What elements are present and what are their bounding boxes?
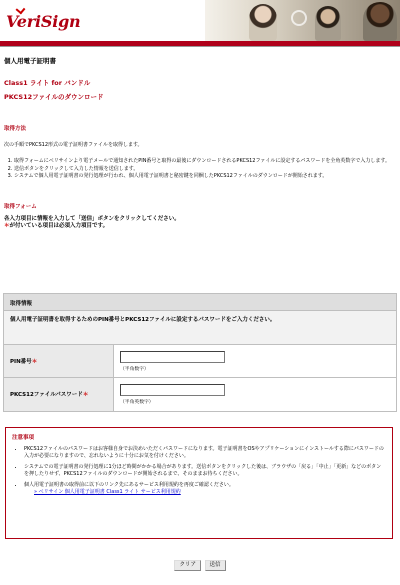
password-input[interactable] bbox=[120, 384, 225, 396]
verisign-logo[interactable] bbox=[6, 12, 81, 31]
header bbox=[0, 0, 400, 52]
list-item: 1. 取得フォームにベリサインより電子メールで通知されたPIN番号と取得の最後にダウンロードされるPKCS12ファイルに設定するパスワードを全角英数字で入力します。 bbox=[14, 158, 398, 165]
method-intro: 次の手順でPKCS12形式の電子証明書ファイルを取得します。 bbox=[4, 142, 143, 148]
password-input-cell bbox=[114, 378, 231, 411]
required-note-text: が付いている項目は必須入力項目です。 bbox=[9, 222, 109, 229]
list-item: • PKCS12ファイルのパスワードはお客様自身でお決めいただくパスワードになります。電子証明書をOSやアプリケーションにインストールする際にパスワードの入力が必要になりますので、忘れないように十分にお気を付けください。 bbox=[24, 446, 386, 459]
pin-input-cell bbox=[114, 345, 231, 377]
pin-label bbox=[4, 345, 114, 377]
main-content bbox=[4, 56, 398, 230]
form-box-description: 個人用電子証明書を取得するためのPIN番号とPKCS12ファイルに設定するパスワードをご入力ください。 bbox=[4, 311, 396, 345]
list-item bbox=[24, 482, 386, 495]
list-item: 2. 送信ボタンをクリックして入力した情報を送信します。 bbox=[14, 166, 398, 173]
form-box-title: 取得情報 bbox=[4, 294, 396, 311]
header-divider bbox=[0, 46, 400, 47]
pin-hint: （半角数字） bbox=[120, 367, 149, 372]
submit-button[interactable]: 送信 bbox=[205, 560, 226, 571]
pin-label-text: PIN番号 bbox=[10, 359, 32, 365]
required-note bbox=[4, 223, 398, 230]
method-heading: 取得方法 bbox=[4, 126, 27, 132]
password-hint: （半角英数字） bbox=[120, 400, 154, 405]
notes-item-text: 個人用電子証明書の取得前に以下のリンク先にあるサービス利用規約を再度ご確認ください。 bbox=[24, 482, 234, 488]
notes-list bbox=[24, 446, 386, 495]
pin-input[interactable] bbox=[120, 351, 225, 363]
page-subtitle bbox=[4, 78, 398, 103]
subtitle-line-2: PKCS12ファイルのダウンロード bbox=[4, 93, 104, 101]
banner-decoration bbox=[291, 10, 307, 26]
pin-row bbox=[4, 345, 396, 378]
notes-title: 注意事項 bbox=[12, 435, 35, 441]
terms-of-service-link[interactable]: » ベリサイン 個人用電子証明書 Class1 ライト サービス利用規約 bbox=[34, 488, 181, 495]
required-mark: ＊ bbox=[4, 222, 10, 229]
method-steps bbox=[14, 158, 398, 180]
acquisition-form bbox=[3, 293, 397, 412]
banner-person-image bbox=[363, 2, 397, 41]
logo-text: VeriSign bbox=[6, 12, 81, 31]
required-mark: ＊ bbox=[31, 359, 38, 365]
required-mark: ＊ bbox=[82, 392, 89, 398]
form-heading: 取得フォーム bbox=[4, 203, 37, 210]
notes-box bbox=[5, 427, 393, 539]
password-label-text: PKCS12ファイルパスワード bbox=[10, 392, 83, 398]
password-row bbox=[4, 378, 396, 411]
list-item: 3. システムで個人用電子証明書の発行処理が行われ、個人用電子証明書と秘密鍵を同梱したPKCS12ファイルのダウンロードが開始されます。 bbox=[14, 173, 398, 180]
clear-button[interactable]: クリア bbox=[174, 560, 201, 571]
page-title: 個人用電子証明書 bbox=[4, 57, 56, 65]
banner-person-image bbox=[249, 4, 277, 41]
password-label bbox=[4, 378, 114, 411]
list-item: • システムでの電子証明書の発行処理に1分ほど時間がかかる場合があります。送信ボタンをクリックした後は、ブラウザの「戻る」「中止」「更新」などのボタンを押したりせず、PKCS12ファイルのダウンロードが開始されるまで、そのままお待ちください。 bbox=[24, 464, 386, 477]
form-buttons bbox=[0, 560, 400, 571]
header-banner-image bbox=[205, 0, 400, 41]
form-instruction: 各入力項目に情報を入力して「送信」ボタンをクリックしてください。 bbox=[4, 215, 180, 222]
subtitle-line-1: Class1 ライト for バンドル bbox=[4, 79, 91, 87]
banner-person-image bbox=[315, 6, 341, 41]
